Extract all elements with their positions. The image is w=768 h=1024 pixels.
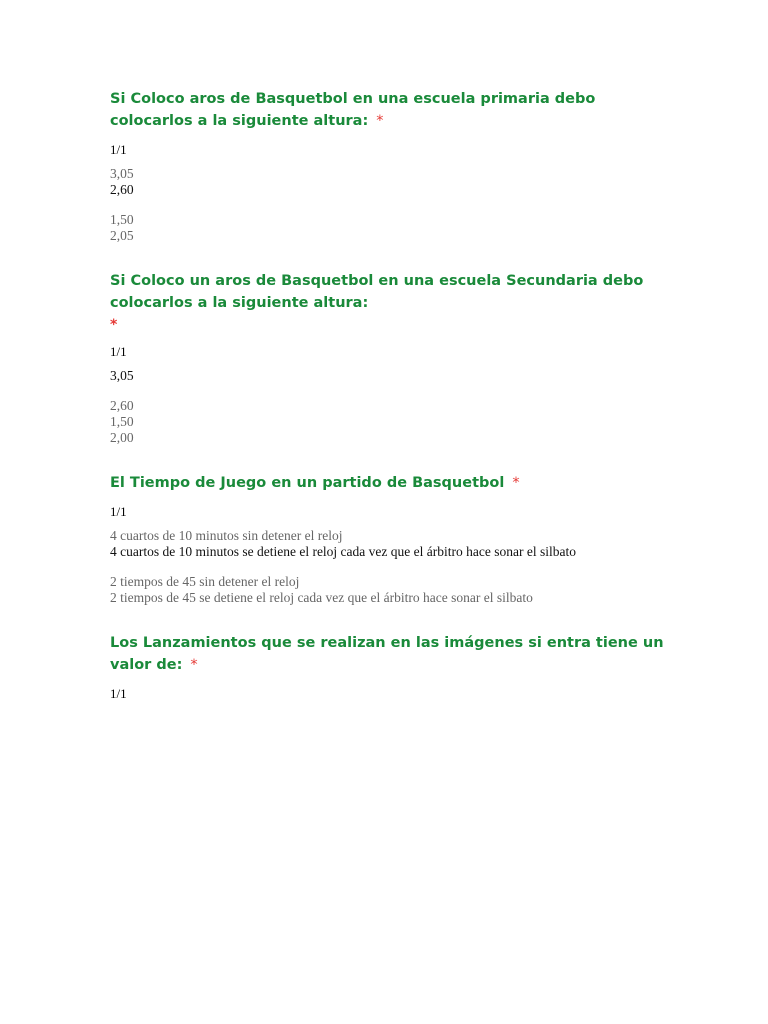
question-4 [110, 632, 670, 702]
required-asterisk: * [376, 113, 384, 129]
option-item[interactable]: 3,05 [110, 166, 134, 181]
option-item[interactable]: 2,05 [110, 228, 134, 243]
option-group [110, 398, 670, 446]
quiz-document [110, 88, 670, 728]
option-item[interactable]: 2 tiempos de 45 se detiene el reloj cada vez que el árbitro hace sonar el silbato [110, 590, 533, 605]
question-title [110, 632, 670, 676]
question-text: Si Coloco un aros de Basquetbol en una escuela Secundaria debo colocarlos a la siguiente altura: [110, 273, 644, 311]
option-item[interactable]: 1,50 [110, 212, 134, 227]
option-item[interactable]: 2,60 [110, 398, 134, 413]
option-group [110, 528, 670, 560]
required-asterisk: * [190, 657, 198, 673]
option-item[interactable]: 1,50 [110, 414, 134, 429]
question-3 [110, 472, 670, 606]
option-item-selected[interactable]: 4 cuartos de 10 minutos se detiene el reloj cada vez que el árbitro hace sonar el silbato [110, 544, 576, 559]
question-2 [110, 270, 670, 446]
score-label: 1/1 [110, 344, 127, 359]
question-title [110, 472, 670, 494]
option-item-selected[interactable]: 2,60 [110, 182, 134, 197]
score-label: 1/1 [110, 504, 127, 519]
required-asterisk: * [110, 317, 118, 333]
option-group [110, 166, 670, 198]
question-1 [110, 88, 670, 244]
question-title [110, 270, 670, 334]
question-text: El Tiempo de Juego en un partido de Basquetbol [110, 475, 505, 491]
question-title [110, 88, 670, 132]
option-group [110, 212, 670, 244]
score-label: 1/1 [110, 686, 127, 701]
score-label: 1/1 [110, 142, 127, 157]
option-item[interactable]: 2 tiempos de 45 sin detener el reloj [110, 574, 300, 589]
option-group [110, 368, 670, 384]
option-group [110, 574, 670, 606]
question-text: Los Lanzamientos que se realizan en las imágenes si entra tiene un valor de: [110, 635, 664, 673]
option-item[interactable]: 4 cuartos de 10 minutos sin detener el reloj [110, 528, 343, 543]
question-text: Si Coloco aros de Basquetbol en una escuela primaria debo colocarlos a la siguiente altura: [110, 91, 596, 129]
required-asterisk: * [512, 475, 520, 491]
option-item[interactable]: 2,00 [110, 430, 134, 445]
option-item-selected[interactable]: 3,05 [110, 368, 134, 383]
